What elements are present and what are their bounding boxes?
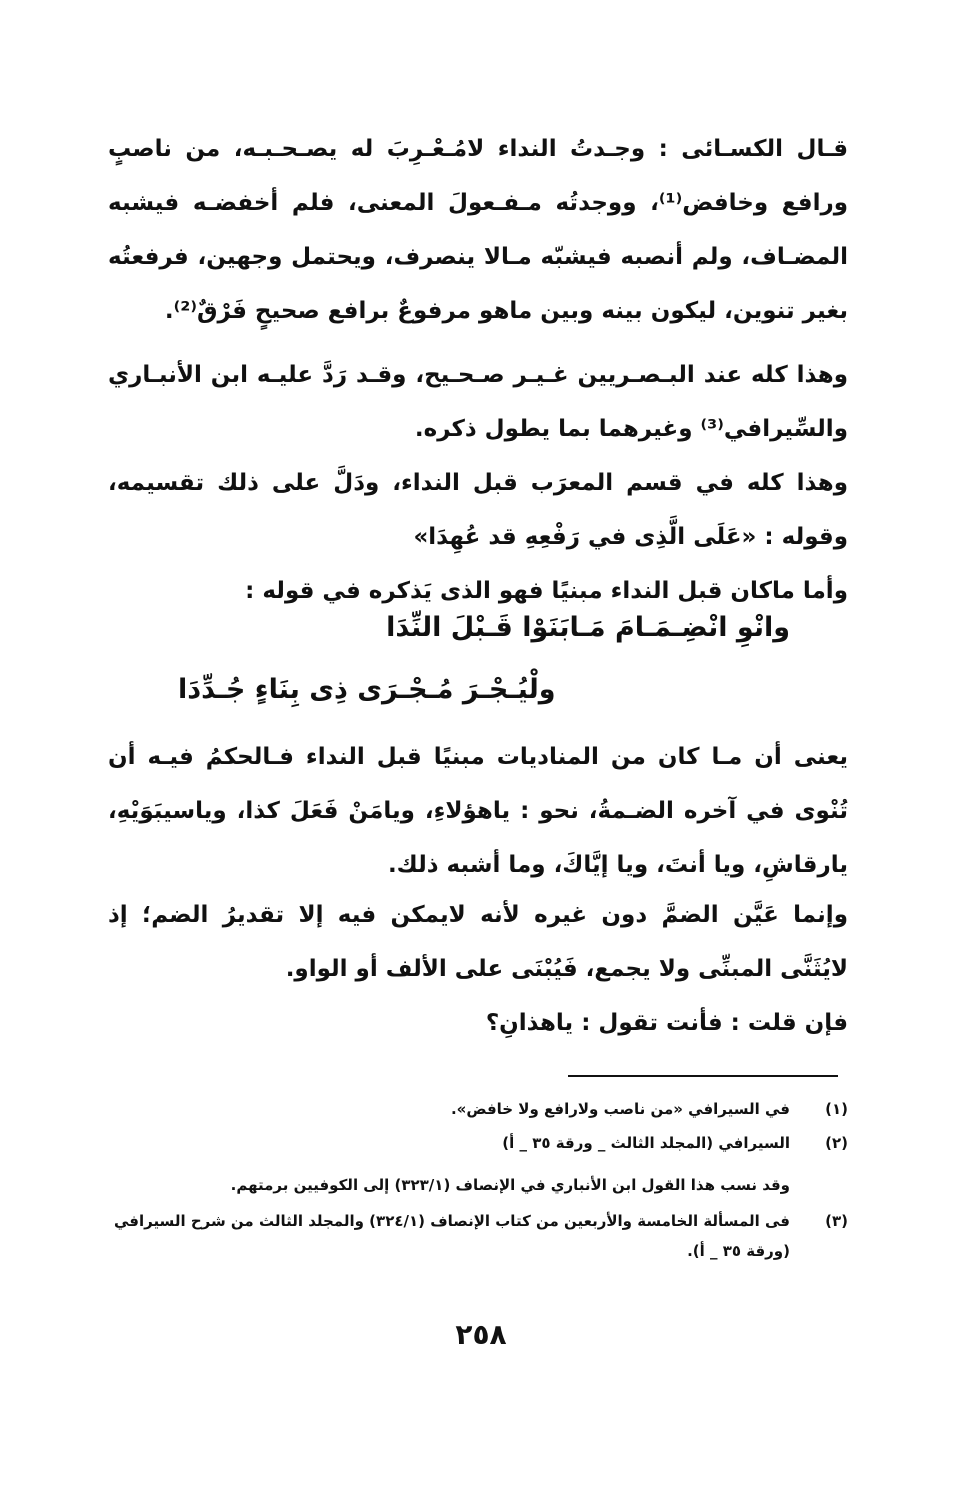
footnote-3 — [108, 1206, 848, 1266]
paragraph-explanation: يعنى أن مـا كان من المناديات مبنيًا قبل النداء فـالحكمُ فيـه أن تُنْوى في آخره الضـمةُ، نحو : ياهؤلاءِ، ويامَنْ فَعَلَ كذا، وياسيبَوَيْهِ، يارقاشِ، ويا أنتَ، ويا إيَّاكَ، وما أشبه ذلك. — [108, 744, 848, 878]
footnote-text: فى المسألة الخامسة والأربعين من كتاب الإنصاف (٣٢٤/١) والمجلد الثالث من شرح السيرافي (ورقة ٣٥ _ أ). — [113, 1212, 790, 1260]
footnote-text: السيرافي (المجلد الثالث _ ورقة ٣٥ _ أ) — [502, 1134, 790, 1152]
paragraph-damm: وإنما عَيَّن الضمَّ دون غيره لأنه لايمكن فيه إلا تقديرُ الضم؛ إذ لايُثَنَّى المبنِّى ولا يجمع، فَيُبْنَى على الألف أو الواو. — [108, 902, 848, 982]
footnote-number: (٣) — [825, 1212, 848, 1230]
footnote-number: (٢) — [825, 1134, 848, 1152]
paragraph-question: فإن قلت : فأنت تقول : ياهذانِ؟ — [485, 1010, 848, 1036]
paragraph-basrians: وهذا كله عند البـصـريين غـيـر صـحـيح، وقـد رَدَّ عليـه ابن الأنبـاري والسِّيرافي⁽³⁾ وغيرهما بما يطول ذكره. — [108, 362, 848, 442]
footnote-2 — [108, 1128, 848, 1158]
page-number: ٢٥٨ — [455, 1318, 507, 1351]
paragraph-kisai: قـال الكسـائى : وجـدتُ النداء لامُـعْـرِبَ له يصـحـبـه، من ناصبٍ ورافع وخافض⁽¹⁾، ووجدتُه مـفـعولَ المعنى، فلم أخفضـه فيشبه المضـاف، ولم أنصبه فيشبّه مـالا ينصرف، ويحتمل وجهين، فرفعتُه بغير تنوين، ليكون بينه وبين ماهو مرفوعٌ برافع صحيحٍ فَرْقٌ⁽²⁾. — [108, 136, 848, 324]
footnote-text: وقد نسب هذا القول ابن الأنباري في الإنصاف (٣٢٣/١) إلى الكوفيين برمتهم. — [230, 1176, 790, 1194]
paragraph-mabni-intro: وأما ماكان قبل النداء مبنيًا فهو الذى يَذكره في قوله : — [245, 578, 848, 604]
footnote-2-continued — [108, 1170, 848, 1200]
verse-line-2: ولْيُـجْـرَ مُـجْـرَى ذِى بِنَاءٍ جُـدِّدَا — [178, 674, 556, 705]
footnote-number: (١) — [825, 1100, 848, 1118]
footnote-text: في السيرافي «من ناصب ولارافع ولا خافض». — [450, 1100, 790, 1118]
verse-line-1: وانْوِ انْضِـمَـامَ مَـابَنَوْا قَـبْلَ النِّدَا — [386, 612, 790, 643]
paragraph-murab: وهذا كله في قسم المعرَب قبل النداء، ودَلَّ على ذلك تقسيمه، وقوله : «عَلَى الَّذِى في رَفْعِهِ قد عُهِدَا» — [108, 470, 848, 550]
footnote-1 — [108, 1094, 848, 1124]
footnote-separator — [568, 1075, 838, 1077]
